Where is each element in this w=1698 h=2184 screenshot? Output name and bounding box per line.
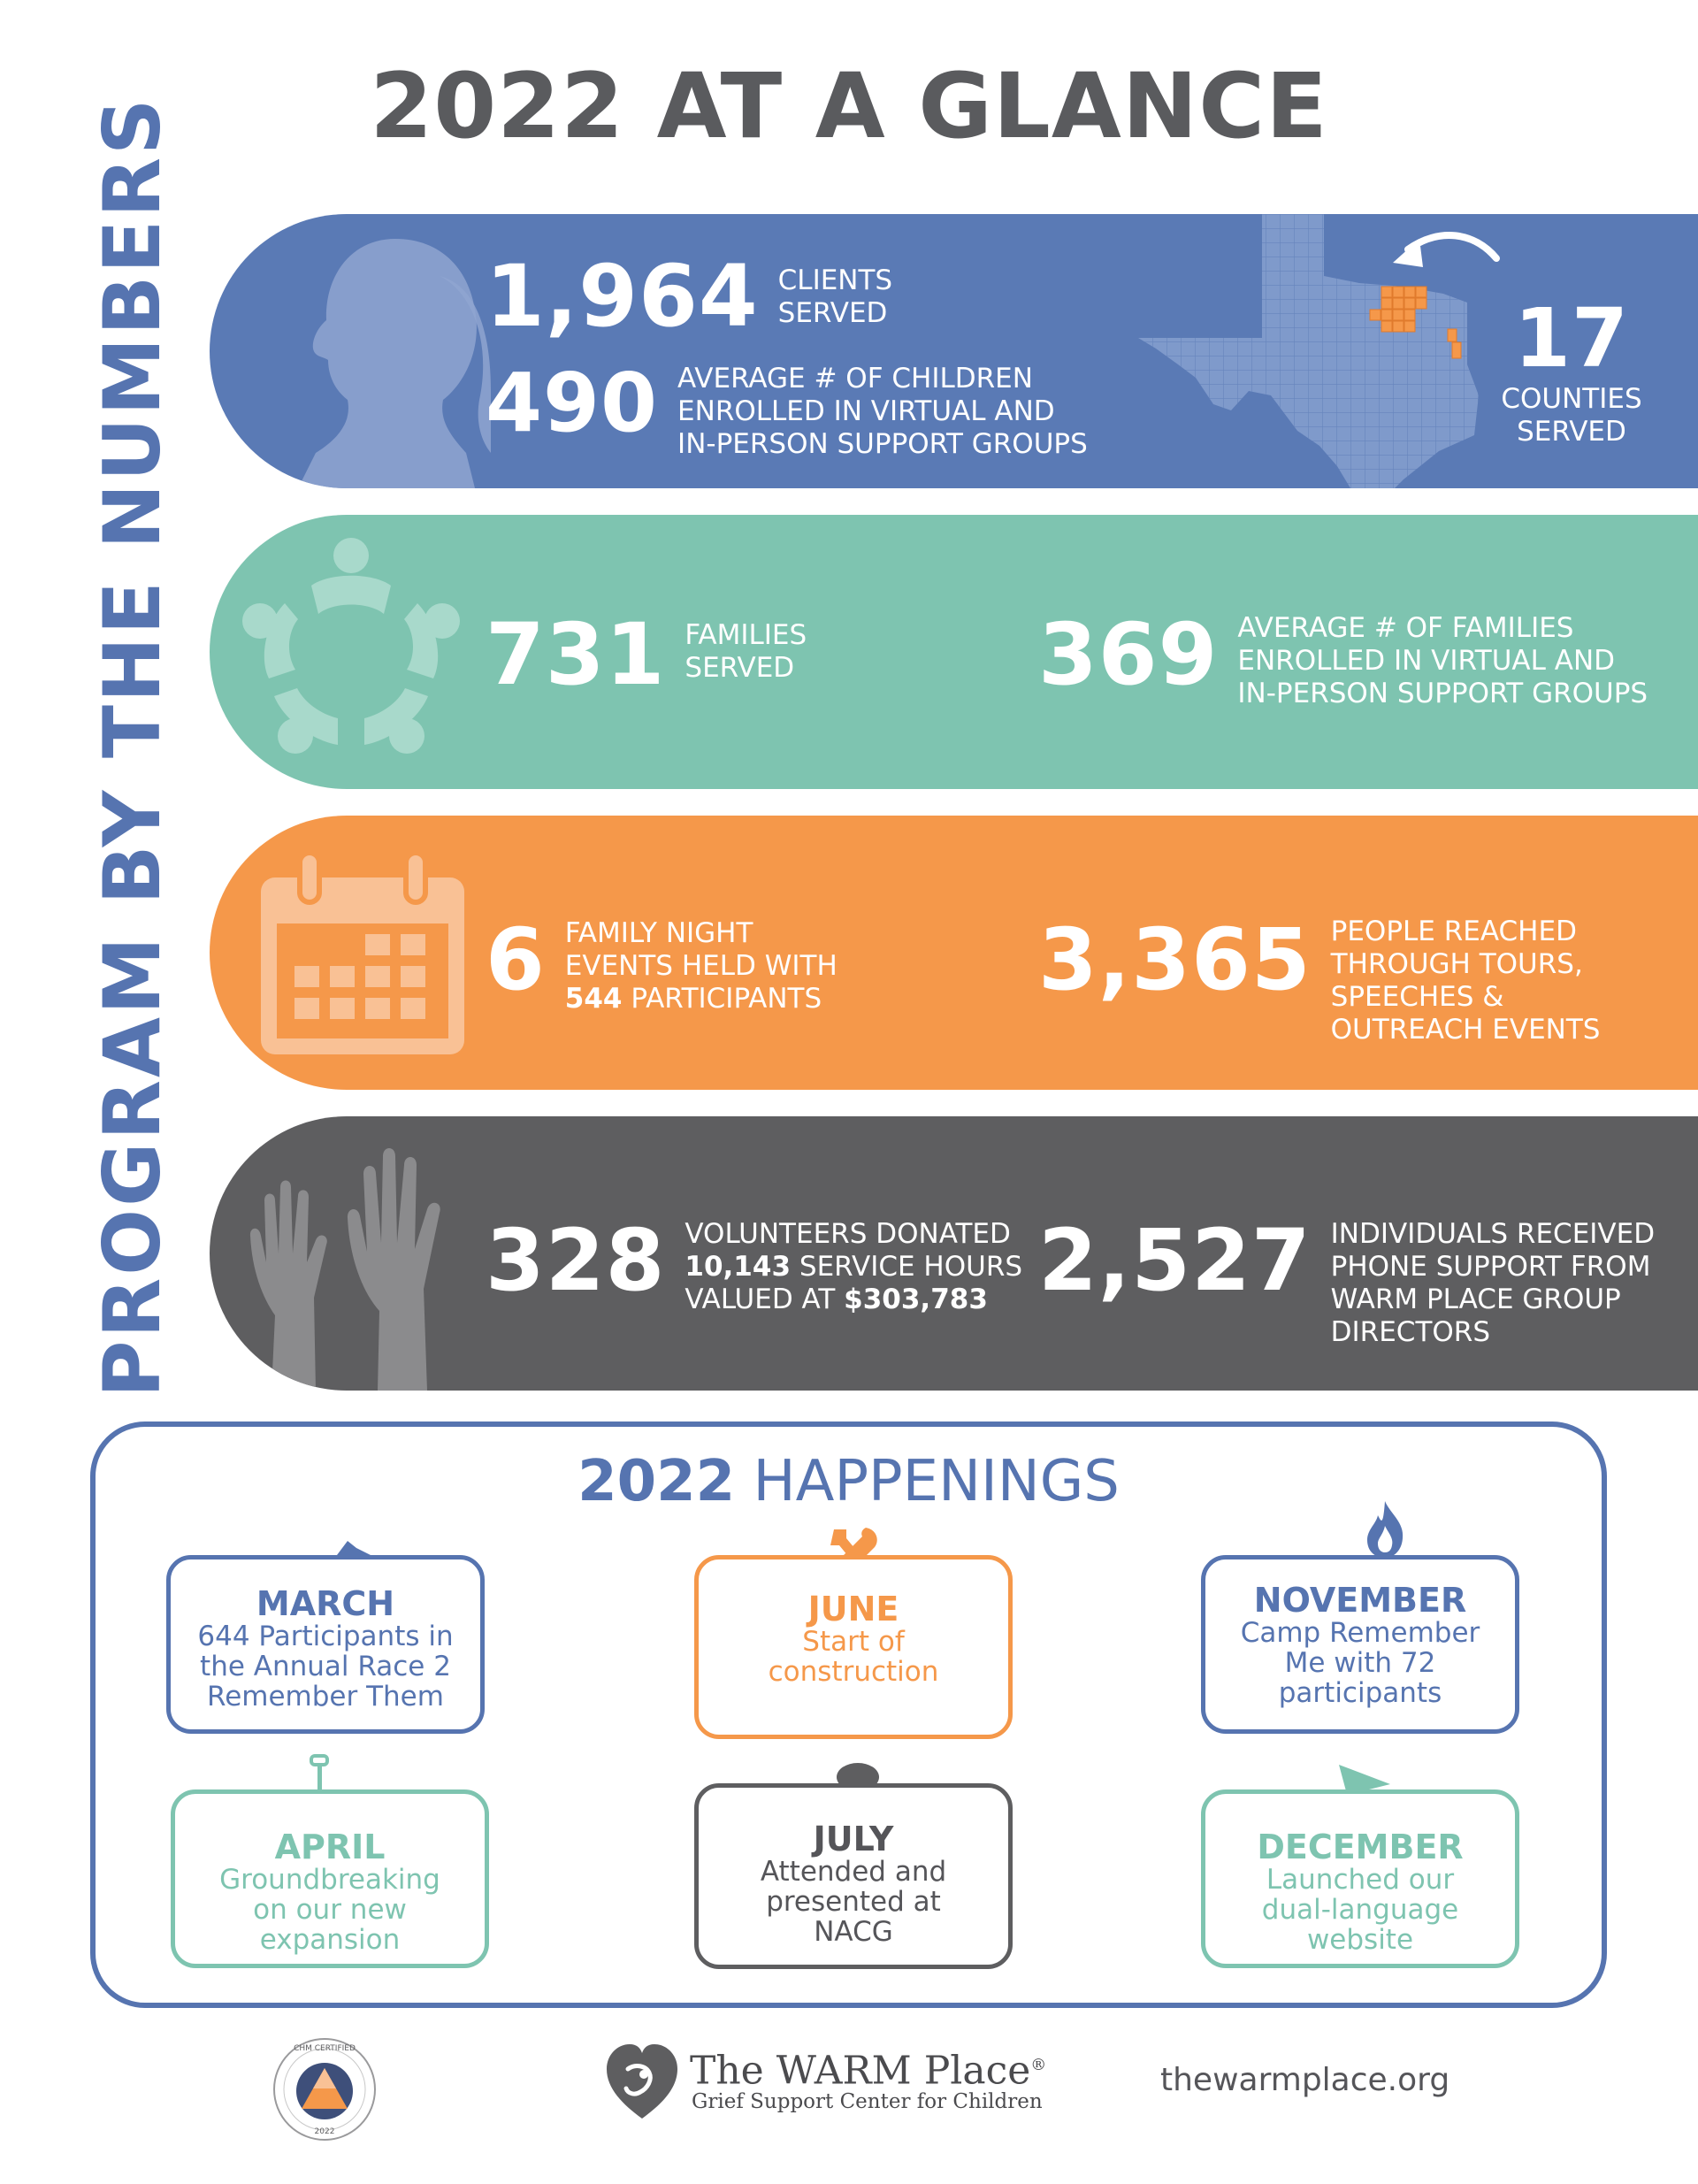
logo-name [690,2044,1046,2093]
card-desc-line: Camp Remember [1240,1617,1480,1649]
stat-label-line: ENROLLED IN VIRTUAL AND [677,395,1055,427]
stat-label [1331,916,1601,1046]
stat-label-line: ENROLLED IN VIRTUAL AND [1237,645,1616,677]
card-july [694,1783,1013,1969]
stat-label-bold: 544 [564,983,623,1015]
texas-map-icon [1138,214,1510,488]
people-circle-icon [232,533,470,771]
card-desc-line: Attended and [760,1856,947,1888]
stat-label-bold: 10,143 [685,1251,792,1283]
stat-label [1501,383,1641,448]
stat-families [486,605,807,704]
stat-phone-support [1038,1211,1656,1349]
stat-label [685,1218,1022,1316]
card-april [171,1789,489,1968]
card-month: DECEMBER [1257,1828,1464,1866]
stat-label-line: IN-PERSON SUPPORT GROUPS [677,428,1088,460]
stat-number: 1,964 [486,247,759,346]
stat-label-text: VALUED AT [685,1284,845,1315]
happenings-section [90,1422,1607,2008]
stat-number: 328 [486,1211,666,1310]
website-url[interactable]: thewarmplace.org [1160,2062,1450,2098]
card-november [1201,1555,1519,1734]
band-volunteers [210,1116,1698,1391]
band-families [210,515,1698,789]
stat-number: 6 [486,910,546,1009]
card-desc-line: expansion [259,1924,401,1956]
card-month: APRIL [274,1828,386,1866]
stat-label-line [685,1251,1022,1284]
stat-label-line: OUTREACH EVENTS [1330,1014,1601,1046]
stat-label-line: EVENTS HELD WITH [564,950,838,982]
card-desc-line: Start of [802,1626,905,1658]
stat-children [486,356,1088,461]
stat-label-line: THROUGH TOURS, [1330,948,1583,980]
card-march [166,1555,485,1734]
stat-counties [1483,291,1660,448]
logo-registered-mark: ® [1030,2056,1047,2074]
stat-label-line: IN-PERSON SUPPORT GROUPS [1237,678,1648,709]
stat-label-line: FAMILY NIGHT [564,917,753,949]
stat-label-line: SERVED [777,297,888,329]
card-desc-line: presented at [766,1886,941,1918]
side-title: PROGRAM BY THE NUMBERS [87,96,178,1398]
card-desc-line: Me with 72 [1284,1647,1436,1679]
stat-volunteers [486,1211,1023,1316]
stat-label [685,619,807,685]
stat-label-line: PHONE SUPPORT FROM [1330,1251,1651,1283]
page-title: 2022 AT A GLANCE [370,54,1328,159]
card-desc-line: Groundbreaking [219,1864,440,1896]
band-clients [210,214,1698,488]
stat-label [778,264,892,330]
stat-reached [1038,910,1601,1046]
band-events [210,816,1698,1090]
stat-label-line [565,983,838,1015]
stat-label [1237,612,1648,710]
stat-label-line: AVERAGE # OF FAMILIES [1237,612,1574,644]
stat-label-line: DIRECTORS [1330,1316,1490,1348]
seal-year-text: 2022 [314,2127,335,2136]
card-month: NOVEMBER [1253,1581,1467,1620]
card-desc-line: on our new [253,1894,407,1926]
stat-label-bold: $303,783 [844,1284,988,1315]
happenings-title-year: 2022 [577,1449,736,1514]
calendar-icon [261,853,464,1056]
child-silhouette-icon [263,214,493,488]
stat-clients [486,247,893,346]
card-desc-line: participants [1278,1677,1442,1709]
stat-label [1331,1218,1655,1349]
seal-top-text: CHM CERTIFIED [294,2044,356,2053]
card-desc-line: Remember Them [207,1681,444,1713]
card-desc-line: NACG [814,1916,893,1948]
stat-label-line: SERVED [685,652,795,684]
stat-number: 731 [486,605,666,704]
stat-label-line: CLIENTS [777,264,893,296]
card-month: MARCH [256,1584,395,1623]
card-desc-line: 644 Participants in [197,1621,454,1652]
stat-number: 490 [486,356,659,450]
stat-number: 3,365 [1038,910,1312,1009]
heart-hands-icon [605,2042,679,2122]
stat-number: 369 [1038,605,1219,704]
stat-label-line: WARM PLACE GROUP [1330,1284,1621,1315]
stat-family-night [486,910,838,1015]
stat-label-line: PEOPLE REACHED [1330,916,1577,947]
stat-label-line: SERVED [1517,416,1626,448]
card-desc-line: website [1306,1924,1414,1956]
stat-label [565,917,838,1015]
card-june [694,1555,1013,1739]
card-december [1201,1789,1519,1968]
chm-certified-seal [272,2036,378,2142]
card-desc-line: the Annual Race 2 [200,1651,451,1682]
card-month: JULY [813,1820,894,1858]
stat-label-text: PARTICIPANTS [622,983,822,1015]
logo-name-text: The WARM Place [690,2048,1031,2094]
stat-label-line: SPEECHES & [1330,981,1504,1013]
stat-label-line: COUNTIES [1501,383,1642,415]
stat-number: 17 [1513,291,1630,386]
stat-label [677,363,1088,461]
card-desc-line: dual-language [1261,1894,1459,1926]
card-month: JUNE [807,1590,899,1628]
happenings-title-text: HAPPENINGS [735,1449,1120,1514]
stat-avg-families [1038,605,1648,710]
logo-subtitle: Grief Support Center for Children [692,2090,1043,2113]
stat-label-line: AVERAGE # OF CHILDREN [677,363,1033,395]
stat-label-line: INDIVIDUALS RECEIVED [1330,1218,1656,1250]
card-desc-line: construction [768,1656,939,1688]
raised-hands-icon [245,1138,466,1391]
card-desc-line: Launched our [1266,1864,1455,1896]
stat-label-line [685,1284,1022,1316]
stat-label-line: FAMILIES [685,619,807,651]
stat-number: 2,527 [1038,1211,1312,1310]
stat-label-text: SERVICE HOURS [791,1251,1023,1283]
stat-label-line: VOLUNTEERS DONATED [685,1218,1011,1250]
